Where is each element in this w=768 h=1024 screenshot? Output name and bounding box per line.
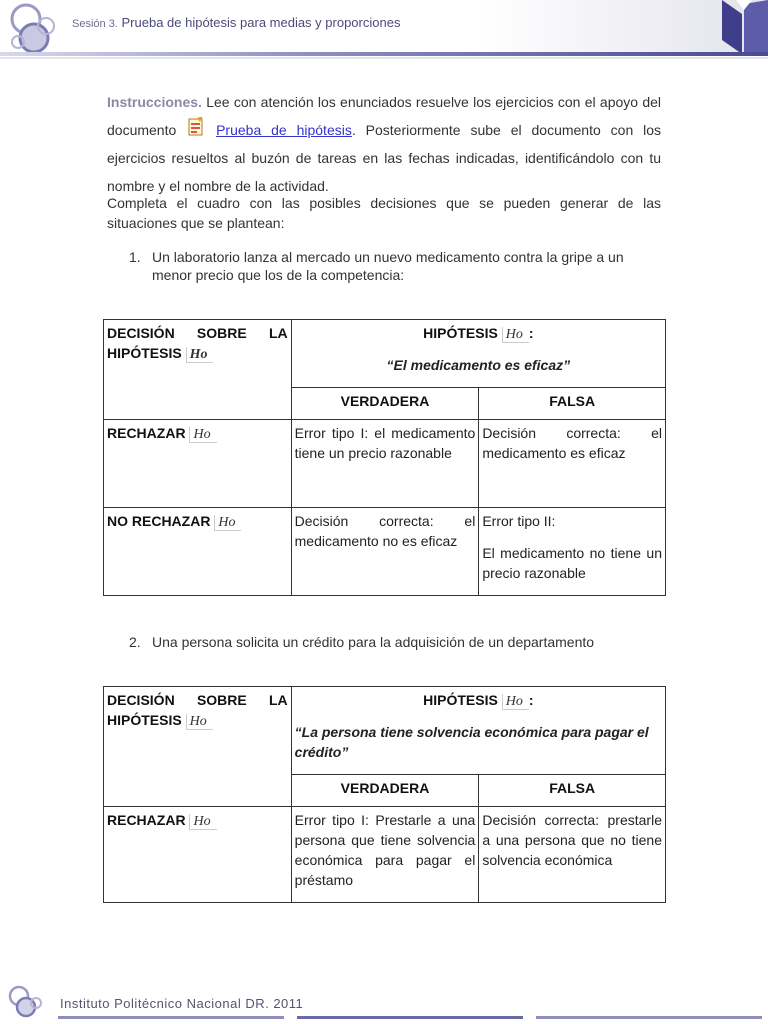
session-label: Sesión 3. xyxy=(72,18,118,30)
ipn-footer-logo-icon xyxy=(6,983,46,1019)
error-tipo-ii-text: El medicamento no tiene un precio razonable xyxy=(482,545,662,581)
header-band xyxy=(0,52,768,56)
ho-symbol: Ho xyxy=(189,814,216,830)
footer-line-1 xyxy=(58,1016,284,1019)
row-no-rechazar-label: NO RECHAZAR Ho xyxy=(104,508,292,596)
decision-header-line-1: DECISIÓN SOBRE LA xyxy=(107,692,288,708)
item-1 xyxy=(129,247,689,287)
footer-line-3 xyxy=(536,1016,762,1019)
item-2-text: Una persona solicita un crédito para la adquisición de un departamento xyxy=(152,634,595,650)
col-falsa: FALSA xyxy=(479,388,666,420)
ho-symbol: Ho xyxy=(186,714,213,730)
item-2 xyxy=(129,632,689,652)
row-no-rechazar-falsa xyxy=(479,508,666,596)
item-1-line-1: Un laboratorio lanza al mercado un nuevo medicamento contra la gripe a un xyxy=(152,249,624,265)
ho-symbol: Ho xyxy=(189,427,216,443)
row-rechazar-falsa: Decisión correcta: prestarle a una persona que no tiene solvencia económica xyxy=(479,807,666,903)
hypothesis-statement: “La persona tiene solvencia económica para pagar el crédito” xyxy=(294,724,649,760)
hypothesis-statement: “El medicamento es eficaz” xyxy=(386,357,571,373)
col-falsa: FALSA xyxy=(479,775,666,807)
item-2-number: 2. xyxy=(129,634,141,650)
error-tipo-ii-label: Error tipo II: xyxy=(482,513,556,529)
page-footer xyxy=(0,975,768,1024)
ho-symbol: Ho xyxy=(502,327,529,343)
ho-symbol: Ho xyxy=(214,515,241,531)
item-1-line-2: menor precio que los de la competencia: xyxy=(152,267,405,283)
hypothesis-label: HIPÓTESIS Ho : xyxy=(423,692,534,709)
row-no-rechazar-verdadera: Decisión correcta: el medicamento no es eficaz xyxy=(291,508,479,596)
footer-institution: Instituto Politécnico Nacional DR. 2011 xyxy=(60,996,304,1011)
row-rechazar-verdadera: Error tipo I: el medicamento tiene un precio razonable xyxy=(291,420,479,508)
instructions-text-before: Lee con atención los enunciados resuelve los ejercicios con el apoyo del documento xyxy=(107,94,662,138)
ho-symbol: Ho xyxy=(502,694,529,710)
row-rechazar-falsa: Decisión correcta: el medicamento es eficaz xyxy=(479,420,666,508)
header-band-light xyxy=(0,57,768,59)
instructions-text-after: . Posteriormente sube el documento con los ejercicios resueltos al buzón de tareas en las fechas indicadas, identificándolo con tu nombre y el nombre de la actividad. xyxy=(107,122,662,194)
hypothesis-label: HIPÓTESIS Ho : xyxy=(423,325,534,342)
row-rechazar-label: RECHAZAR Ho xyxy=(104,807,292,903)
decision-table-2 xyxy=(103,686,666,903)
decision-header-cell xyxy=(104,320,292,420)
hypothesis-header-cell xyxy=(291,687,665,775)
row-rechazar-verdadera: Error tipo I: Prestarle a una persona que tiene solvencia económica para pagar el préstamo xyxy=(291,807,479,903)
ipn-circles-logo-icon xyxy=(4,2,64,56)
hypothesis-header-cell xyxy=(291,320,665,388)
row-rechazar-label: RECHAZAR Ho xyxy=(104,420,292,508)
item-1-number: 1. xyxy=(129,249,141,265)
prueba-hipotesis-link[interactable]: Prueba de hipótesis xyxy=(216,122,352,138)
instructions-paragraph xyxy=(107,88,661,200)
col-verdadera: VERDADERA xyxy=(291,775,479,807)
decision-header-line-1: DECISIÓN SOBRE LA xyxy=(107,325,288,341)
instructions-block xyxy=(107,88,661,200)
col-verdadera: VERDADERA xyxy=(291,388,479,420)
decision-table-1 xyxy=(103,319,666,596)
ho-symbol: Ho xyxy=(186,347,214,363)
decision-header-line-2: HIPÓTESIS Ho xyxy=(107,710,288,732)
flag-shapes-icon xyxy=(722,0,768,56)
instructions-label: Instrucciones. xyxy=(107,94,202,110)
page-header xyxy=(0,0,768,70)
complete-paragraph: Completa el cuadro con las posibles decisiones que se pueden generar de las situaciones que se plantean: xyxy=(107,195,661,231)
decision-header-line-2: HIPÓTESIS Ho xyxy=(107,343,288,365)
decision-header-cell xyxy=(104,687,292,807)
footer-line-2 xyxy=(297,1016,523,1019)
session-title: Prueba de hipótesis para medias y proporciones xyxy=(121,15,401,30)
complete-block xyxy=(107,193,661,233)
header-title xyxy=(72,15,400,30)
document-icon xyxy=(186,117,206,137)
